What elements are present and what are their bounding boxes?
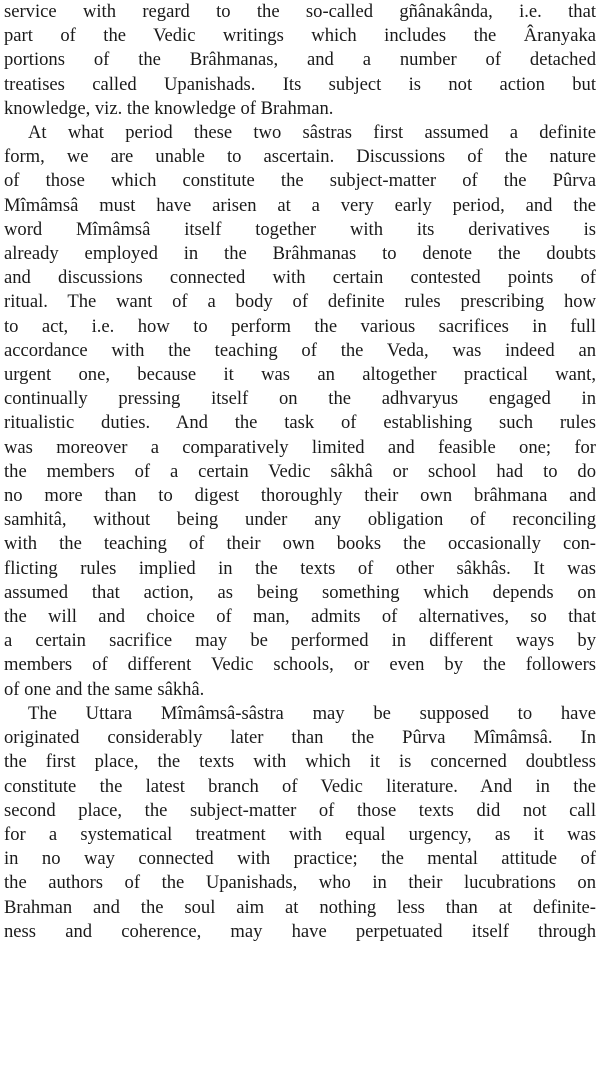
text-line: with the teaching of their own books the occasionally con- [4,533,596,555]
text-line: ritual. The want of a body of definite rules prescribing how [4,291,596,313]
text-line: knowledge, viz. the knowledge of Brahman. [4,97,334,119]
text-line: The Uttara Mîmâmsâ-sâstra may be supposed to have [28,702,596,724]
text-line: a certain sacrifice may be performed in different ways by [4,630,596,652]
text-line: assumed that action, as being something which depends on [4,581,596,603]
text-line: continually pressing itself on the adhvaryus engaged in [4,388,596,410]
text-line: samhitâ, without being under any obligation of reconciling [4,509,596,531]
text-line: the first place, the texts with which it is concerned doubtless [4,751,596,773]
text-line: of those which constitute the subject-matter of the Pûrva [4,170,596,192]
text-line: service with regard to the so-called gñânakânda, i.e. that [4,1,596,22]
text-line: At what period these two sâstras first assumed a definite [28,122,596,144]
paragraph-3 [4,702,596,944]
text-line: no more than to digest thoroughly their own brâhmana and [4,485,596,507]
text-line: constitute the latest branch of Vedic literature. And in the [4,775,596,797]
text-line: and discussions connected with certain contested points of [4,267,596,289]
text-line: for a systematical treatment with equal urgency, as it was [4,823,596,845]
text-line: second place, the subject-matter of those texts did not call [4,799,596,821]
text-line: portions of the Brâhmanas, and a number of detached [4,49,596,71]
text-line: flicting rules implied in the texts of other sâkhâs. It was [4,557,596,579]
text-line: the members of a certain Vedic sâkhâ or school had to do [4,460,596,482]
paragraph-1 [4,0,596,121]
text-line: Mîmâmsâ must have arisen at a very early period, and the [4,194,596,216]
text-line: originated considerably later than the Pûrva Mîmâmsâ. In [4,727,596,749]
text-line: the authors of the Upanishads, who in their lucubrations on [4,872,596,894]
text-line: Brahman and the soul aim at nothing less than at definite- [4,896,596,918]
text-line: part of the Vedic writings which includes the Âranyaka [4,25,596,47]
text-line: members of different Vedic schools, or even by the followers [4,654,596,676]
text-line: of one and the same sâkhâ. [4,678,205,700]
text-line: in no way connected with practice; the mental attitude of [4,848,596,870]
text-line: urgent one, because it was an altogether practical want, [4,364,596,386]
text-line: to act, i.e. how to perform the various sacrifices in full [4,315,596,337]
paragraph-2 [4,121,596,702]
text-line: accordance with the teaching of the Veda, was indeed an [4,339,596,361]
text-line: ritualistic duties. And the task of establishing such rules [4,412,596,434]
text-line: treatises called Upanishads. Its subject is not action but [4,73,596,95]
text-line: form, we are unable to ascertain. Discussions of the nature [4,146,596,168]
text-line: ness and coherence, may have perpetuated itself through [4,920,596,942]
text-line: was moreover a comparatively limited and feasible one; for [4,436,596,458]
text-line: the will and choice of man, admits of alternatives, so that [4,606,596,628]
text-line: already employed in the Brâhmanas to denote the doubts [4,243,596,265]
text-line: word Mîmâmsâ itself together with its derivatives is [4,218,596,240]
